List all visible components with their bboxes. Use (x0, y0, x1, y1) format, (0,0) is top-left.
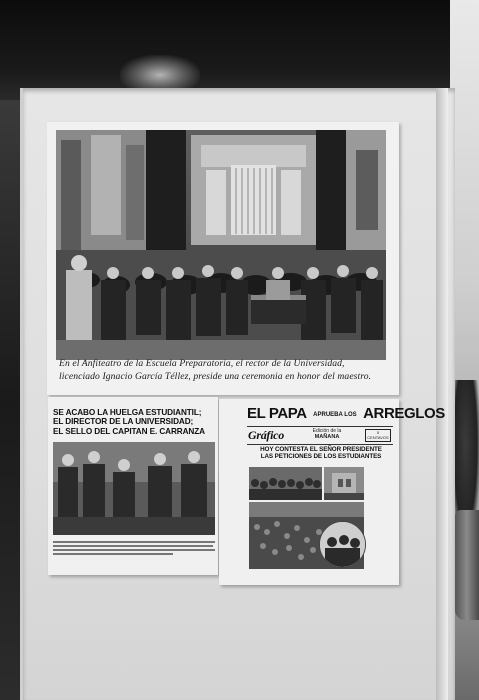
amphitheater-photo (56, 130, 386, 360)
edition-line-2: MAÑANA (314, 434, 340, 440)
headline-part-2: APRUEBA LOS (313, 412, 357, 418)
subhead-line-1: HOY CONTESTA EL SEÑOR PRESIDENTE (260, 446, 382, 453)
main-photograph-mount (47, 122, 399, 395)
front-page-subhead (247, 446, 395, 460)
crowd-photo-top-left (249, 467, 322, 500)
masthead-name: Gráfico (248, 428, 284, 442)
left-wall-shadow (0, 100, 22, 700)
headline-part-3: ARREGLOS (363, 405, 445, 422)
dark-window-area (0, 0, 479, 100)
price-box (365, 429, 391, 442)
newspaper-clipping-strike (48, 397, 218, 575)
main-photo-caption: En el Anfiteatro de la Escuela Preparatoria, el rector de la Universidad, licenciado Ignacio García Téllez, preside una ceremonia en honor del maestro. (59, 358, 372, 382)
circular-inset-photo (319, 521, 366, 568)
edition-label (302, 428, 352, 440)
officials-group-photo (53, 442, 215, 535)
subhead-line-2: LAS PETICIONES DE LOS ESTUDIANTES (260, 453, 382, 460)
price-line-2: CENTAVOS (367, 435, 389, 440)
front-page-headline (247, 405, 445, 423)
headline-line-2: EL DIRECTOR DE LA UNIVERSIDAD; (53, 417, 194, 427)
newspaper-masthead (247, 426, 393, 445)
edition-line-1: Edición de la (312, 428, 342, 434)
clipping-fine-print (53, 540, 215, 556)
headline-line-3: EL SELLO DEL CAPITAN E. CARRANZA (53, 426, 205, 436)
headline-part-1: EL PAPA (247, 405, 307, 422)
plant-pot (455, 510, 479, 620)
building-photo (324, 467, 364, 500)
price-line-1: 5 (376, 430, 380, 435)
clipping-headline (53, 408, 215, 436)
headline-line-1: SE ACABO LA HUELGA ESTUDIANTIL; (53, 408, 202, 417)
newspaper-front-page (219, 399, 445, 585)
panel-edge (436, 88, 448, 700)
